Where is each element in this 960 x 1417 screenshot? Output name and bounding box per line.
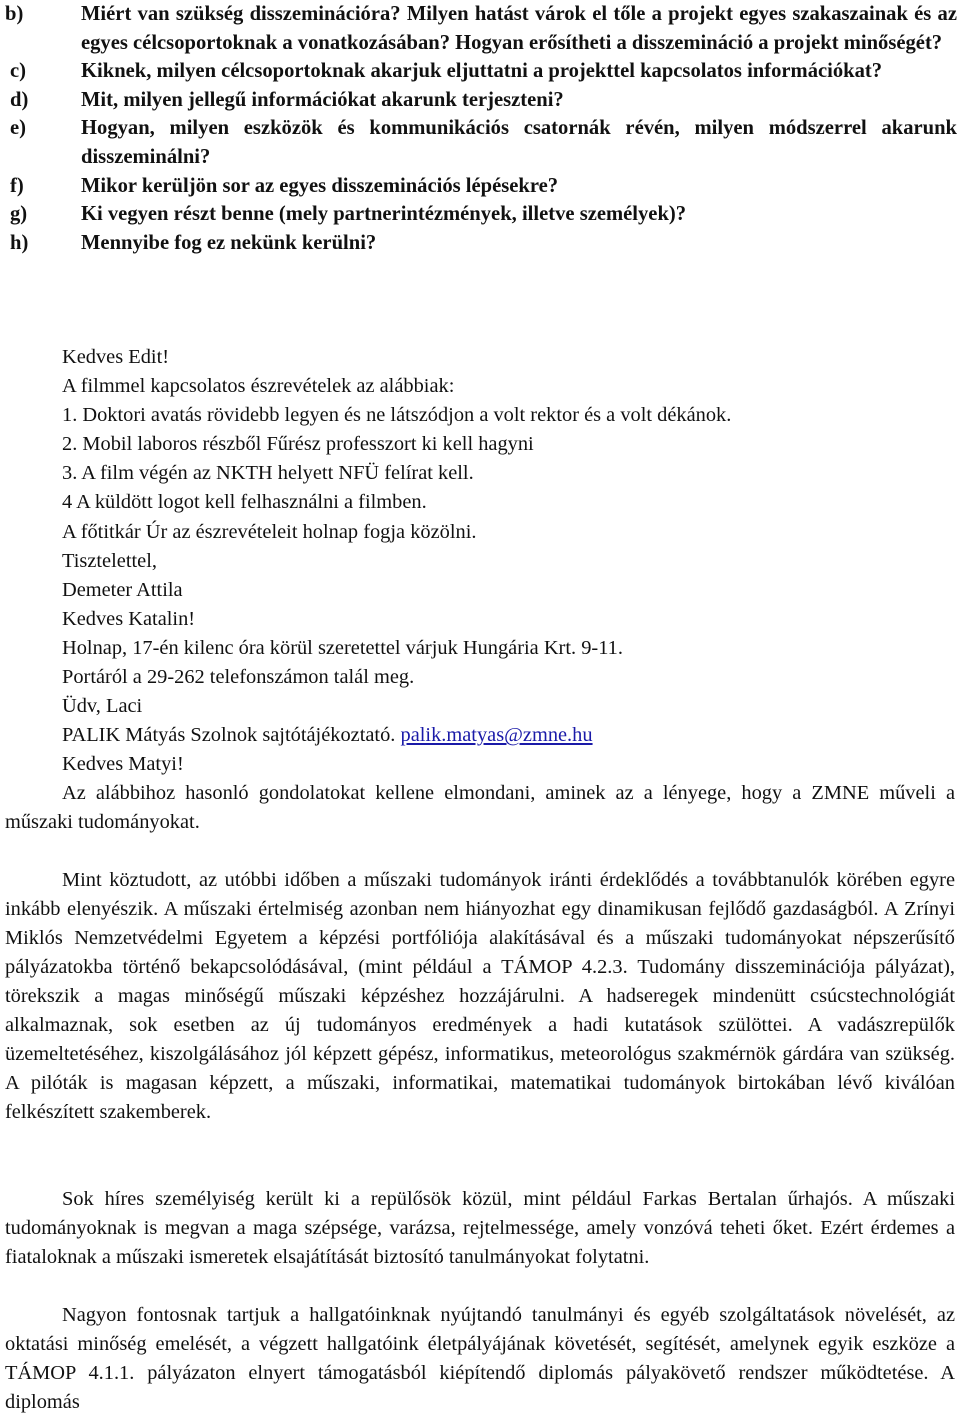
paragraph: Nagyon fontosnak tartjuk a hallgatóinknak nyújtandó tanulmányi és egyéb szolgáltatások növelését, az oktatási minőség emelését, a végzett hallgatóink életpályájának követését, segítését, amelynek egyik eszköze a TÁMOP 4.1.1. pályázaton elnyert támogatásból kiépítendő diplomás pályakövető rendszer működtetése. A diplomás xyxy=(5,1304,955,1413)
question-text: Mikor kerüljön sor az egyes disszeminációs lépésekre? xyxy=(81,174,559,197)
question-label: c) xyxy=(10,60,26,83)
text-line: 2. Mobil laboros részből Fűrész professzort ki kell hagyni xyxy=(62,433,534,456)
text-line: 1. Doktori avatás rövidebb legyen és ne látszódjon a volt rektor és a volt dékánok. xyxy=(62,404,732,427)
question-item xyxy=(5,57,957,86)
question-text: Hogyan, milyen eszközök és kommunikációs csatornák révén, milyen módszerrel akarunk disszeminálni? xyxy=(81,117,957,168)
signoff-line: Tisztelettel, xyxy=(62,549,157,572)
paragraph: Az alábbihoz hasonló gondolatokat kellene elmondani, aminek az a lényege, hogy a ZMNE műveli a műszaki tudományokat. xyxy=(5,782,955,833)
text-line: 4 A küldött logot kell felhasználni a filmben. xyxy=(62,491,427,514)
question-list xyxy=(5,0,957,257)
question-item xyxy=(5,86,957,115)
question-label: d) xyxy=(10,88,29,111)
paragraph: Mint köztudott, az utóbbi időben a műszaki tudományok iránti érdeklődés a továbbtanulók körében egyre inkább elenyészik. A műszaki értelmiség azonban nem hiányozhat egy dinamikusan fejlődő gazdaságból. A Zrínyi Miklós Nemzetvédelmi Egyetem a képzési portfóliója alakításával és a műszaki tudományokat népszerűsítő pályázatokba történő bekapcsolódásával, (mint például a TÁMOP 4.2.3. Tudomány disszeminációja pályázat), törekszik a magas minőségű műszaki képzéshez hozzájárulni. A hadseregek mindenütt csúcstechnológiát alkalmaznak, sok esetben az új tudományos eredmények a hadi kutatások szülöttei. A vadászrepülők üzemeltetéséhez, kiszolgálásához jól képzett gépész, informatikus, meteorológus szakmérnök gárdára van szükség. A pilóták is magasan képzett, a műszaki, informatikai, matematikai tudományok birtokában lévő kiválóan felkészített szakemberek. xyxy=(5,869,955,1123)
signoff-line: Üdv, Laci xyxy=(62,695,143,718)
email-link[interactable]: palik.matyas@zmne.hu xyxy=(400,724,593,747)
question-item xyxy=(5,172,957,201)
text-line xyxy=(62,721,957,750)
message-block xyxy=(62,343,957,779)
question-label: g) xyxy=(10,203,28,226)
text-line: A főtitkár Úr az észrevételeit holnap fogja közölni. xyxy=(62,520,477,543)
question-item xyxy=(5,200,957,229)
paragraph: Sok híres személyiség került ki a repülősök közül, mint például Farkas Bertalan űrhajós. A műszaki tudományoknak is megvan a maga szépsége, varázsa, rejtelmessége, amely vonzóvá teheti őket. Ezért érdemes a fiataloknak a műszaki ismeretek elsajátítását biztosító tanulmányokat folytatni. xyxy=(5,1188,955,1268)
greeting-line: Kedves Edit! xyxy=(62,346,170,368)
greeting-line: Kedves Matyi! xyxy=(62,753,184,776)
question-item xyxy=(5,229,957,258)
question-text: Mit, milyen jellegű információkat akarunk terjeszteni? xyxy=(81,88,564,111)
question-label: f) xyxy=(10,174,24,197)
press-conference-text: PALIK Mátyás Szolnok sajtótájékoztató. xyxy=(62,724,396,747)
greeting-line: Kedves Katalin! xyxy=(62,607,196,630)
text-line: A filmmel kapcsolatos észrevételek az alábbiak: xyxy=(62,375,455,398)
question-label: b) xyxy=(5,3,24,25)
text-line: Holnap, 17-én kilenc óra körül szeretettel várjuk Hungária Krt. 9-11. xyxy=(62,636,623,659)
question-text: Kiknek, milyen célcsoportoknak akarjuk eljuttatni a projekttel kapcsolatos információkat? xyxy=(81,60,883,83)
question-text: Ki vegyen részt benne (mely partnerintézmények, illetve személyek)? xyxy=(81,203,687,226)
question-item xyxy=(5,0,957,57)
question-text: Miért van szükség disszeminációra? Milyen hatást várok el tőle a projekt egyes szakaszainak és az egyes célcsoportoknak a vonatkozásában? Hogyan erősítheti a disszemináció a projekt minőségét? xyxy=(81,3,957,54)
signature-line: Demeter Attila xyxy=(62,578,183,601)
question-text: Mennyibe fog ez nekünk kerülni? xyxy=(81,231,377,254)
text-line: 3. A film végén az NKTH helyett NFÜ felírat kell. xyxy=(62,462,474,485)
text-line: Portáról a 29-262 telefonszámon talál meg. xyxy=(62,666,415,689)
question-item xyxy=(5,114,957,171)
question-label: e) xyxy=(10,117,26,140)
question-label: h) xyxy=(10,231,29,254)
